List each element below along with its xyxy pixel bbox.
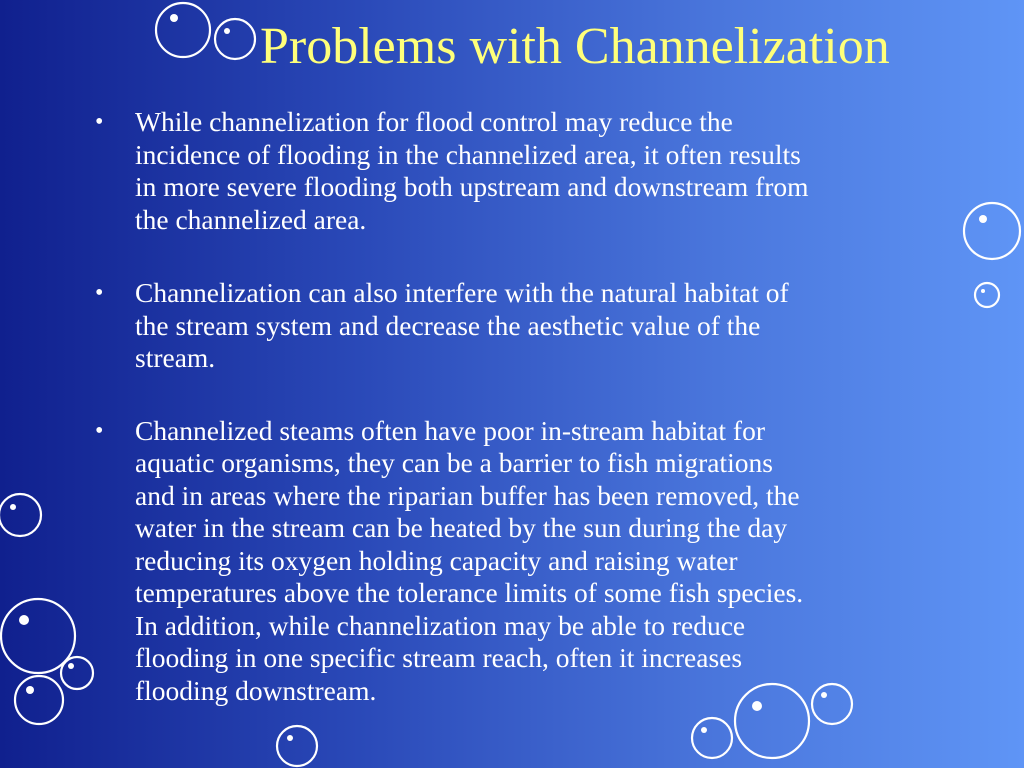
bullet-list xyxy=(95,106,995,741)
bullet-item xyxy=(95,277,995,375)
bubble-icon xyxy=(1,599,75,673)
bullet-line: water in the stream can be heated by the sun during the day xyxy=(135,512,788,543)
bubble-icon xyxy=(0,494,41,536)
bullet-marker: • xyxy=(95,109,104,135)
bullet-marker: • xyxy=(95,280,104,306)
bullet-line: flooding in one specific stream reach, often it increases xyxy=(135,642,743,673)
bullet-item xyxy=(95,106,995,236)
bullet-line: reducing its oxygen holding capacity and raising water xyxy=(135,544,738,576)
bullet-item xyxy=(95,415,995,708)
bullet-line: the channelized area. xyxy=(135,203,367,235)
bullet-line: While channelization for flood control may reduce the xyxy=(135,106,733,137)
bullet-marker: • xyxy=(95,417,104,444)
bullet-line: In addition, while channelization may be able to reduce xyxy=(135,609,746,641)
slide-title: Problems with Channelization xyxy=(260,18,890,75)
bubble-icon xyxy=(156,3,210,57)
bullet-line: incidence of flooding in the channelized area, it often results xyxy=(135,138,801,170)
bubble-icon xyxy=(215,19,255,59)
bullet-line: aquatic organisms, they can be a barrier to fish migrations xyxy=(135,447,773,478)
bullet-line: Channelization can also interfere with the natural habitat of xyxy=(135,277,789,308)
bubble-icon xyxy=(61,657,93,689)
bullet-line: in more severe flooding both upstream and downstream from xyxy=(135,171,809,202)
bullet-line: flooding downstream. xyxy=(135,674,377,706)
bullet-line: Channelized steams often have poor in-stream habitat for xyxy=(135,414,765,446)
bullet-line: and in areas where the riparian buffer has been removed, the xyxy=(135,479,800,511)
bullet-line: temperatures above the tolerance limits of some fish species. xyxy=(135,577,804,608)
bubble-icon xyxy=(15,676,63,724)
bullet-line: the stream system and decrease the aesthetic value of the xyxy=(135,309,761,341)
bullet-line: stream. xyxy=(135,342,216,373)
